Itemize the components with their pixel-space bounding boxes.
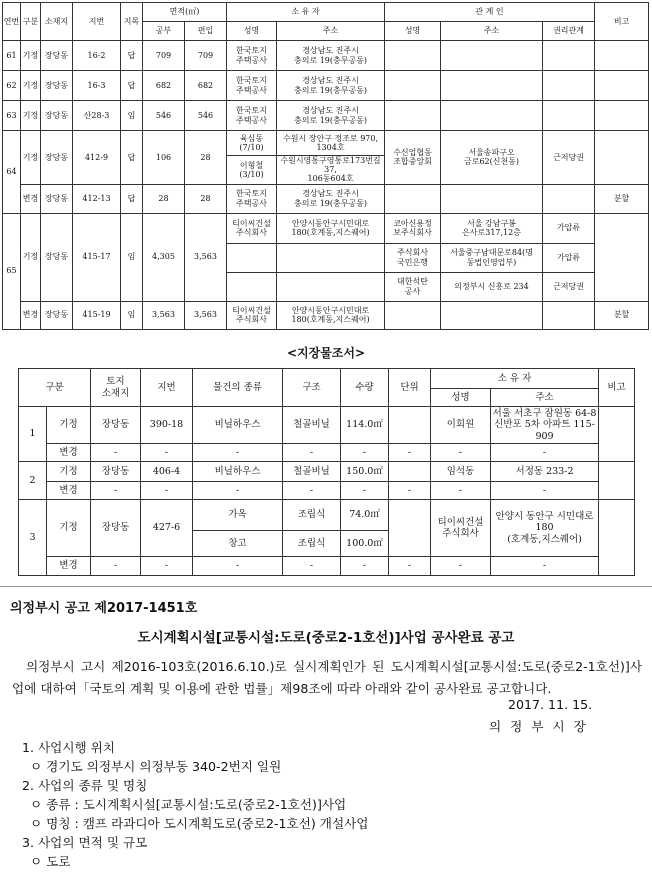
cell-rel-name: 주식회사 국민은행: [385, 243, 441, 272]
cell-note: [599, 407, 635, 462]
cell-lot: 390-18: [141, 407, 193, 444]
cell-area-public: 4,305: [143, 213, 185, 301]
cell-unit: [389, 500, 431, 557]
table-row: [3, 213, 649, 243]
hdr-owner-addr: 주소: [491, 389, 599, 407]
cell-struct: 철골비닐: [283, 407, 341, 444]
section-3-heading: 3. 사업의 면적 및 규모: [22, 835, 148, 850]
land-table: [2, 2, 649, 330]
cell-lot: -: [141, 482, 193, 500]
table-row: [19, 444, 635, 462]
section-1-heading: 1. 사업시행 위치: [22, 740, 116, 755]
cell-no: 61: [3, 41, 21, 71]
cell-no: 3: [19, 500, 47, 576]
cell-area-public: 709: [143, 41, 185, 71]
cell-unit: [389, 407, 431, 444]
cell-gubun: 기정: [47, 407, 91, 444]
cell-rel-addr: [441, 101, 543, 131]
table-row: [19, 482, 635, 500]
cell-unit: [389, 462, 431, 482]
hdr-owner-name: 성명: [227, 22, 277, 41]
cell-owner-name: -: [431, 482, 491, 500]
section-3-item: ㅇ 도로: [30, 854, 71, 869]
cell-area-incl: 709: [185, 41, 227, 71]
notice-signer: 의정부시장: [489, 719, 595, 734]
table-row: [3, 131, 649, 156]
cell-no: 2: [19, 462, 47, 500]
cell-kind: 창고: [193, 531, 283, 557]
cell-gubun: 기정: [47, 462, 91, 482]
cell-note: [595, 213, 649, 301]
cell-rel-right: [543, 41, 595, 71]
cell-gubun: 기정: [21, 101, 41, 131]
cell-struct: 조립식: [283, 531, 341, 557]
cell-gubun: 변경: [21, 301, 41, 329]
cell-area-public: 682: [143, 71, 185, 101]
cell-jimok: 답: [121, 184, 143, 213]
cell-rel-right: [543, 184, 595, 213]
hdr-rel-right: 권리관계: [543, 22, 595, 41]
cell-rel-addr: 서울 강남구봉 은사로317,12층: [441, 213, 543, 243]
cell-kind: -: [193, 444, 283, 462]
section-2-heading: 2. 사업의 종류 및 명칭: [22, 778, 148, 793]
hdr-kind: 물건의 종류: [193, 369, 283, 407]
cell-owner: [227, 243, 277, 272]
cell-qty: 114.0㎡: [341, 407, 389, 444]
hdr-rel: 관 계 인: [385, 3, 595, 22]
cell-rel-right: 가압류: [543, 243, 595, 272]
cell-owner: 한국토지 주택공사: [227, 101, 277, 131]
cell-gubun: 기정: [21, 213, 41, 301]
section-1-item: ㅇ 경기도 의정부시 의정부동 340-2번지 일원: [30, 759, 282, 774]
cell-unit: -: [389, 557, 431, 576]
section-title: <지장물조서>: [286, 346, 366, 360]
cell-jimok: 임: [121, 101, 143, 131]
notice-body: 의정부시 고시 제2016-103호(2016.6.10.)로 실시계획인가 된 도시계획시설[교통시설:도로(중로2-1호선)]사업에 대하여「국토의 계획 및 이용에 관한 법률」제98조에 따라 아래와 같이 공사완료 공고합니다.: [12, 659, 642, 696]
hdr-unit: 단위: [389, 369, 431, 407]
cell-owner-addr: 경상남도 진주시 충의로 19(충무공동): [277, 101, 385, 131]
hdr-rel-addr: 주소: [441, 22, 543, 41]
cell-owner: 한국토지 주택공사: [227, 71, 277, 101]
cell-rel-name: [385, 71, 441, 101]
cell-note: [595, 101, 649, 131]
cell-owner-addr: 경상남도 진주시 충의로 19(충무공동): [277, 41, 385, 71]
cell-owner-addr: 안양시 동안구 시민대로 180 (호계동,지스퀘어): [491, 500, 599, 557]
cell-owner-addr: -: [491, 557, 599, 576]
cell-area-incl: 3,563: [185, 213, 227, 301]
notice-title: 도시계획시설[교통시설:도로(중로2-1호선)]사업 공사완료 공고: [137, 630, 515, 646]
hdr-owner-name: 성명: [431, 389, 491, 407]
cell-owner: 한국토지 주택공사: [227, 41, 277, 71]
cell-note: [595, 41, 649, 71]
cell-loc: 장당동: [91, 462, 141, 482]
cell-owner: 티이씨건설 주식회사: [227, 301, 277, 329]
divider: [0, 586, 652, 587]
table-row: [3, 184, 649, 213]
cell-rel-right: 가압류: [543, 213, 595, 243]
cell-owner-addr: 안양시동안구시민대로 180(호계동,지스퀘어): [277, 301, 385, 329]
cell-lot: 16-3: [73, 71, 121, 101]
hdr-owner: 소 유 자: [227, 3, 385, 22]
cell-owner: [227, 272, 277, 301]
cell-lot: 16-2: [73, 41, 121, 71]
cell-kind: 가옥: [193, 500, 283, 531]
cell-rel-name: [385, 184, 441, 213]
cell-area-public: 106: [143, 131, 185, 185]
cell-area-incl: 28: [185, 131, 227, 185]
hdr-area-public: 공부: [143, 22, 185, 41]
cell-owner-addr: 서정동 233-2: [491, 462, 599, 482]
cell-owner: 이형철 (3/10): [227, 156, 277, 185]
hdr-area: 면적(㎡): [143, 3, 227, 22]
cell-rel-right: [543, 71, 595, 101]
hdr-note: 비고: [599, 369, 635, 407]
cell-rel-addr: 의정부시 신흥로 234: [441, 272, 543, 301]
cell-rel-name: 수신업협동 조합중앙회: [385, 131, 441, 185]
hdr-gubun: 구분: [21, 3, 41, 41]
cell-lot: 406-4: [141, 462, 193, 482]
hdr-owner: 소 유 자: [431, 369, 599, 389]
cell-gubun: 기정: [21, 131, 41, 185]
cell-note: [599, 462, 635, 500]
hdr-note: 비고: [595, 3, 649, 41]
cell-qty: 74.0㎡: [341, 500, 389, 531]
cell-lot: 415-17: [73, 213, 121, 301]
cell-jimok: 답: [121, 131, 143, 185]
hdr-no: 연번: [3, 3, 21, 41]
cell-owner-addr: 수원시영통구영통로173번길37, 106동604호: [277, 156, 385, 185]
notice-date: 2017. 11. 15.: [508, 697, 593, 712]
cell-note: [599, 500, 635, 576]
cell-loc: 장당동: [91, 500, 141, 557]
cell-owner: 티이씨건설 주식회사: [227, 213, 277, 243]
hdr-struct: 구조: [283, 369, 341, 407]
table-row: [19, 407, 635, 444]
cell-loc: -: [91, 482, 141, 500]
cell-area-incl: 682: [185, 71, 227, 101]
cell-unit: -: [389, 482, 431, 500]
cell-area-public: 546: [143, 101, 185, 131]
table-row: [19, 462, 635, 482]
hdr-area-incl: 편입: [185, 22, 227, 41]
cell-owner-name: 임석동: [431, 462, 491, 482]
cell-rel-addr: [441, 71, 543, 101]
cell-lot: -: [141, 557, 193, 576]
cell-owner: 한국토지 주택공사: [227, 184, 277, 213]
cell-owner-addr: 안양시동안구시민대로 180(호계동,지스퀘어): [277, 213, 385, 243]
cell-gubun: 변경: [47, 557, 91, 576]
cell-owner-name: 이희원: [431, 407, 491, 444]
cell-struct: -: [283, 557, 341, 576]
cell-owner-addr: -: [491, 482, 599, 500]
cell-owner-addr: 서울 서초구 잠원동 64-8 신반포 5차 아파트 115-909: [491, 407, 599, 444]
cell-struct: -: [283, 482, 341, 500]
cell-qty: -: [341, 444, 389, 462]
cell-rel-right: 근저당권: [543, 131, 595, 185]
table-row: [3, 101, 649, 131]
cell-struct: 철골비닐: [283, 462, 341, 482]
cell-rel-right: 근저당권: [543, 272, 595, 301]
cell-qty: 150.0㎡: [341, 462, 389, 482]
cell-qty: 100.0㎡: [341, 531, 389, 557]
cell-gubun: 변경: [21, 184, 41, 213]
cell-owner-addr: -: [491, 444, 599, 462]
cell-area-public: 3,563: [143, 301, 185, 329]
cell-rel-right: [543, 301, 595, 329]
cell-kind: -: [193, 482, 283, 500]
cell-rel-addr: [441, 184, 543, 213]
cell-note: 분할: [595, 301, 649, 329]
obstacle-table: [18, 368, 635, 576]
hdr-jimok: 지목: [121, 3, 143, 41]
hdr-gubun: 구분: [19, 369, 91, 407]
cell-struct: -: [283, 444, 341, 462]
cell-unit: -: [389, 444, 431, 462]
cell-lot: 412-13: [73, 184, 121, 213]
cell-jimok: 답: [121, 71, 143, 101]
cell-loc: -: [91, 444, 141, 462]
cell-kind: -: [193, 557, 283, 576]
table-row: [19, 500, 635, 531]
cell-note: [595, 131, 649, 185]
cell-no: 65: [3, 213, 21, 329]
cell-kind: 비닐하우스: [193, 462, 283, 482]
cell-rel-name: 대한석탄 공사: [385, 272, 441, 301]
cell-loc: 장당동: [91, 407, 141, 444]
cell-loc: 장당동: [41, 131, 73, 185]
cell-rel-addr: 서울중구남대문로84(명 동법인영업부): [441, 243, 543, 272]
cell-owner-addr: 수원시 장안구 정조로 970, 1304호: [277, 131, 385, 156]
hdr-lot: 지번: [73, 3, 121, 41]
cell-note: 분할: [595, 184, 649, 213]
cell-gubun: 변경: [47, 482, 91, 500]
cell-owner-addr: 경상남도 진주시 충의로 19(충무공동): [277, 71, 385, 101]
cell-rel-name: [385, 41, 441, 71]
cell-kind: 비닐하우스: [193, 407, 283, 444]
cell-owner-name: -: [431, 444, 491, 462]
cell-owner-addr: [277, 243, 385, 272]
cell-struct: 조립식: [283, 500, 341, 531]
cell-gubun: 기정: [21, 71, 41, 101]
table-row: [3, 301, 649, 329]
cell-loc: 장당동: [41, 184, 73, 213]
cell-loc: 장당동: [41, 41, 73, 71]
cell-loc: 장당동: [41, 213, 73, 301]
cell-no: 64: [3, 131, 21, 214]
cell-lot: 415-19: [73, 301, 121, 329]
hdr-lot: 지번: [141, 369, 193, 407]
cell-lot: 산28-3: [73, 101, 121, 131]
hdr-owner-addr: 주소: [277, 22, 385, 41]
cell-owner-addr: [277, 272, 385, 301]
cell-no: 1: [19, 407, 47, 462]
cell-jimok: 임: [121, 301, 143, 329]
cell-rel-name: 코아신용정 보주식회사: [385, 213, 441, 243]
cell-jimok: 답: [121, 41, 143, 71]
section-2-item-type: ㅇ 종류 : 도시계획시설[교통시설:도로(중로2-1호선)]사업: [30, 797, 347, 812]
hdr-loc: 토지 소재지: [91, 369, 141, 407]
cell-area-incl: 546: [185, 101, 227, 131]
cell-no: 62: [3, 71, 21, 101]
cell-area-incl: 28: [185, 184, 227, 213]
cell-area-incl: 3,563: [185, 301, 227, 329]
section-2-item-name: ㅇ 명칭 : 캠프 라과디아 도시계획도로(중로2-1호선) 개설사업: [30, 816, 369, 831]
cell-loc: -: [91, 557, 141, 576]
hdr-loc: 소재지: [41, 3, 73, 41]
cell-no: 63: [3, 101, 21, 131]
cell-qty: -: [341, 557, 389, 576]
cell-gubun: 기정: [21, 41, 41, 71]
cell-rel-addr: [441, 41, 543, 71]
table-row: [3, 41, 649, 71]
cell-loc: 장당동: [41, 101, 73, 131]
cell-area-public: 28: [143, 184, 185, 213]
cell-rel-name: [385, 301, 441, 329]
cell-lot: 412-9: [73, 131, 121, 185]
cell-loc: 장당동: [41, 301, 73, 329]
cell-rel-name: [385, 101, 441, 131]
cell-jimok: 임: [121, 213, 143, 301]
cell-rel-addr: [441, 301, 543, 329]
cell-note: [595, 71, 649, 101]
table-row: [19, 557, 635, 576]
cell-gubun: 기정: [47, 500, 91, 557]
cell-owner-name: -: [431, 557, 491, 576]
cell-lot: 427-6: [141, 500, 193, 557]
notice-number: 의정부시 공고 제2017-1451호: [10, 601, 198, 616]
cell-qty: -: [341, 482, 389, 500]
cell-rel-addr: 서울송파구오 금로62(신천동): [441, 131, 543, 185]
cell-owner-addr: 경상남도 진주시 충의로 19(충무공동): [277, 184, 385, 213]
cell-lot: -: [141, 444, 193, 462]
hdr-qty: 수량: [341, 369, 389, 407]
cell-rel-right: [543, 101, 595, 131]
hdr-rel-name: 성명: [385, 22, 441, 41]
cell-gubun: 변경: [47, 444, 91, 462]
cell-owner-name: 티이씨건설 주식회사: [431, 500, 491, 557]
cell-loc: 장당동: [41, 71, 73, 101]
table-row: [3, 71, 649, 101]
cell-owner: 육심동 (7/10): [227, 131, 277, 156]
